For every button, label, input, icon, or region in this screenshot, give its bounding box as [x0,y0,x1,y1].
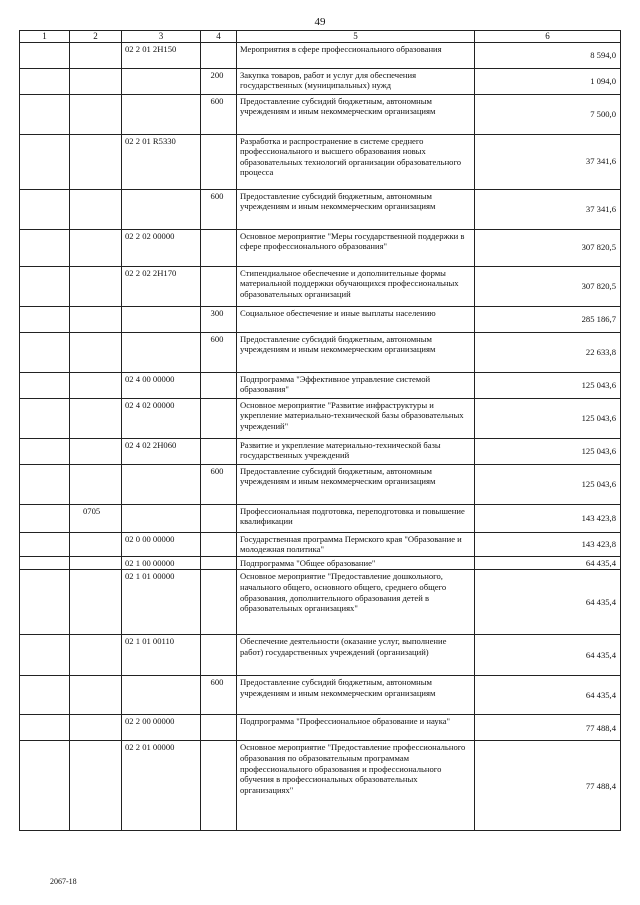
item-name-cell: Подпрограмма "Профессиональное образование и наука" [237,715,475,741]
column-header: 3 [122,31,201,43]
section-code-cell [70,715,122,741]
expense-type-cell: 200 [201,68,237,94]
section-code-cell [70,532,122,556]
item-name-cell: Предоставление субсидий бюджетным, автономным учреждениям и иным некоммерческим организациям [237,676,475,715]
amount-cell: 8 594,0 [475,42,621,68]
target-article-cell [122,676,201,715]
item-name-cell: Основное мероприятие "Предоставление профессионального образования по образовательным программам профессионального образования и профессионального обучения в профессиональных образовательных организациях" [237,741,475,831]
col1-cell [20,134,70,189]
table-row [20,635,621,676]
target-article-cell: 02 2 02 00000 [122,229,201,266]
section-code-cell [70,464,122,504]
section-code-cell [70,438,122,464]
section-code-cell [70,134,122,189]
amount-cell: 77 488,4 [475,715,621,741]
target-article-cell: 02 0 00 00000 [122,532,201,556]
col1-cell [20,438,70,464]
section-code-cell [70,635,122,676]
amount-cell: 125 043,6 [475,438,621,464]
target-article-cell [122,68,201,94]
section-code-cell [70,42,122,68]
amount-cell: 22 633,8 [475,332,621,372]
col1-cell [20,570,70,635]
expense-type-cell [201,398,237,438]
target-article-cell: 02 2 01 R5330 [122,134,201,189]
item-name-cell: Подпрограмма "Эффективное управление системой образования" [237,372,475,398]
amount-cell: 64 435,4 [475,635,621,676]
section-code-cell [70,398,122,438]
target-article-cell: 02 2 02 2Н170 [122,266,201,306]
item-name-cell: Стипендиальное обеспечение и дополнительные формы материальной поддержки обучающихся профессиональных образовательных организаций [237,266,475,306]
section-code-cell [70,556,122,570]
item-name-cell: Основное мероприятие "Развитие инфраструктуры и укрепление материально-технической базы образовательных учреждений" [237,398,475,438]
target-article-cell: 02 2 00 00000 [122,715,201,741]
amount-cell: 125 043,6 [475,398,621,438]
section-code-cell [70,229,122,266]
column-header: 6 [475,31,621,43]
table-row [20,676,621,715]
section-code-cell [70,94,122,134]
col1-cell [20,332,70,372]
target-article-cell [122,332,201,372]
item-name-cell: Предоставление субсидий бюджетным, автономным учреждениям и иным некоммерческим организациям [237,189,475,229]
target-article-cell: 02 2 01 00000 [122,741,201,831]
amount-cell: 125 043,6 [475,464,621,504]
document-code: 2067-18 [50,877,77,886]
expense-type-cell [201,229,237,266]
table-row [20,266,621,306]
section-code-cell [70,372,122,398]
item-name-cell: Обеспечение деятельности (оказание услуг, выполнение работ) государственных учреждений (организаций) [237,635,475,676]
target-article-cell [122,464,201,504]
item-name-cell: Предоставление субсидий бюджетным, автономным учреждениям и иным некоммерческим организациям [237,332,475,372]
amount-cell: 285 186,7 [475,306,621,332]
item-name-cell: Профессиональная подготовка, переподготовка и повышение квалификации [237,504,475,532]
table-row [20,189,621,229]
col1-cell [20,741,70,831]
target-article-cell: 02 1 01 00110 [122,635,201,676]
table-row [20,532,621,556]
amount-cell: 77 488,4 [475,741,621,831]
item-name-cell: Закупка товаров, работ и услуг для обеспечения государственных (муниципальных) нужд [237,68,475,94]
table-row [20,398,621,438]
column-header: 5 [237,31,475,43]
section-code-cell [70,266,122,306]
item-name-cell: Основное мероприятие "Меры государственной поддержки в сфере профессионального образования" [237,229,475,266]
expense-type-cell: 600 [201,189,237,229]
amount-cell: 64 435,4 [475,676,621,715]
col1-cell [20,42,70,68]
expense-type-cell: 600 [201,676,237,715]
amount-cell: 143 423,8 [475,504,621,532]
amount-cell: 64 435,4 [475,556,621,570]
section-code-cell [70,570,122,635]
table-row [20,306,621,332]
col1-cell [20,229,70,266]
amount-cell: 37 341,6 [475,134,621,189]
section-code-cell [70,741,122,831]
col1-cell [20,398,70,438]
col1-cell [20,635,70,676]
col1-cell [20,68,70,94]
item-name-cell: Разработка и распространение в системе среднего профессионального и высшего образования новых образовательных технологий организации образовательного процесса [237,134,475,189]
target-article-cell: 02 1 01 00000 [122,570,201,635]
expense-type-cell [201,715,237,741]
item-name-cell: Развитие и укрепление материально-технической базы государственных учреждений [237,438,475,464]
col1-cell [20,504,70,532]
amount-cell: 125 043,6 [475,372,621,398]
col1-cell [20,464,70,504]
col1-cell [20,715,70,741]
expense-type-cell: 600 [201,94,237,134]
item-name-cell: Подпрограмма "Общее образование" [237,556,475,570]
col1-cell [20,189,70,229]
table-row [20,42,621,68]
expense-type-cell [201,266,237,306]
expense-type-cell [201,556,237,570]
col1-cell [20,372,70,398]
column-header: 4 [201,31,237,43]
expense-type-cell: 300 [201,306,237,332]
item-name-cell: Основное мероприятие "Предоставление дошкольного, начального общего, основного общего, среднего общего образования, дополнительного образования детей в образовательных организациях" [237,570,475,635]
amount-cell: 37 341,6 [475,189,621,229]
item-name-cell: Предоставление субсидий бюджетным, автономным учреждениям и иным некоммерческим организациям [237,464,475,504]
expense-type-cell [201,504,237,532]
amount-cell: 143 423,8 [475,532,621,556]
table-row [20,741,621,831]
table-row [20,464,621,504]
table-row [20,68,621,94]
table-row [20,715,621,741]
item-name-cell: Государственная программа Пермского края "Образование и молодежная политика" [237,532,475,556]
item-name-cell: Социальное обеспечение и иные выплаты населению [237,306,475,332]
col1-cell [20,676,70,715]
col1-cell [20,556,70,570]
expense-type-cell [201,134,237,189]
table-row [20,372,621,398]
item-name-cell: Предоставление субсидий бюджетным, автономным учреждениям и иным некоммерческим организациям [237,94,475,134]
expense-type-cell: 600 [201,332,237,372]
table-row [20,556,621,570]
header-row [20,31,621,43]
page-number: 49 [314,16,326,28]
amount-cell: 64 435,4 [475,570,621,635]
expense-type-cell [201,438,237,464]
expense-type-cell [201,532,237,556]
expense-type-cell [201,635,237,676]
amount-cell: 1 094,0 [475,68,621,94]
target-article-cell: 02 4 02 2Н060 [122,438,201,464]
table-row [20,94,621,134]
expense-type-cell [201,42,237,68]
section-code-cell [70,306,122,332]
budget-table [19,30,621,831]
target-article-cell [122,504,201,532]
target-article-cell: 02 2 01 2Н150 [122,42,201,68]
column-header: 1 [20,31,70,43]
section-code-cell: 0705 [70,504,122,532]
target-article-cell [122,94,201,134]
amount-cell: 7 500,0 [475,94,621,134]
item-name-cell: Мероприятия в сфере профессионального образования [237,42,475,68]
target-article-cell: 02 1 00 00000 [122,556,201,570]
amount-cell: 307 820,5 [475,266,621,306]
col1-cell [20,266,70,306]
table-row [20,570,621,635]
target-article-cell [122,306,201,332]
target-article-cell: 02 4 00 00000 [122,372,201,398]
col1-cell [20,94,70,134]
table-row [20,229,621,266]
column-header: 2 [70,31,122,43]
target-article-cell: 02 4 02 00000 [122,398,201,438]
section-code-cell [70,676,122,715]
table-row [20,332,621,372]
section-code-cell [70,68,122,94]
col1-cell [20,532,70,556]
col1-cell [20,306,70,332]
target-article-cell [122,189,201,229]
expense-type-cell [201,372,237,398]
amount-cell: 307 820,5 [475,229,621,266]
table-row [20,504,621,532]
expense-type-cell [201,741,237,831]
section-code-cell [70,189,122,229]
expense-type-cell: 600 [201,464,237,504]
table-row [20,438,621,464]
expense-type-cell [201,570,237,635]
table-row [20,134,621,189]
section-code-cell [70,332,122,372]
